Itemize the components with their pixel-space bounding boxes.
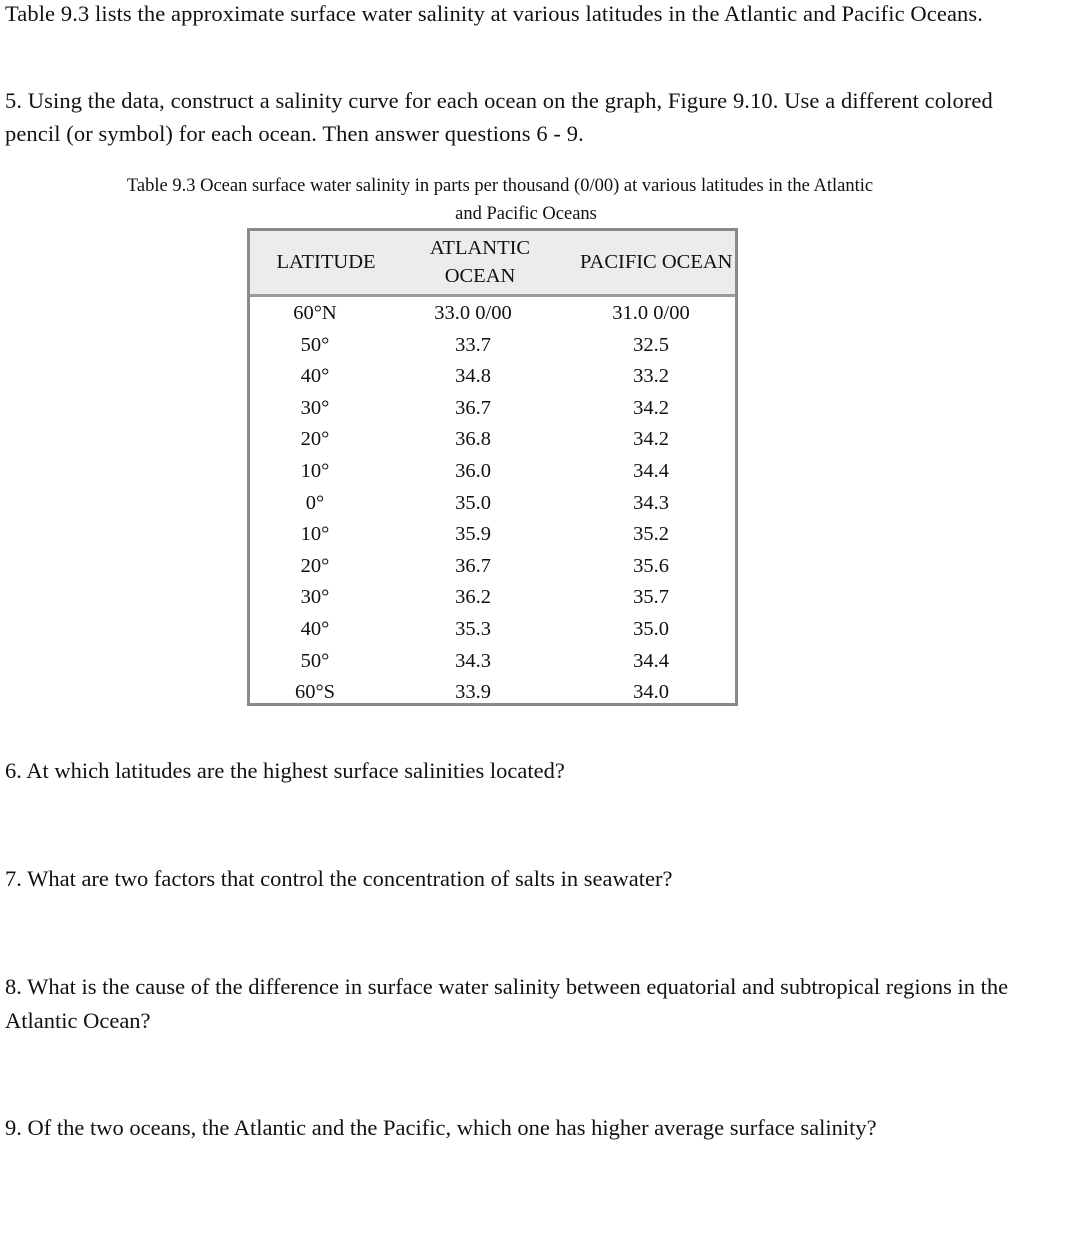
table-row <box>250 487 735 519</box>
header-atlantic <box>410 234 550 290</box>
cell-atlantic: 34.8 <box>455 365 491 388</box>
table-row <box>250 329 735 361</box>
table-caption-line2: and Pacific Oceans <box>455 204 597 224</box>
cell-pacific: 34.4 <box>633 459 669 482</box>
table-row <box>250 297 735 329</box>
cell-pacific: 35.6 <box>633 554 669 577</box>
cell-latitude: 50° <box>300 649 330 672</box>
question-8: 8. What is the cause of the difference in surface water salinity between equatorial and subtropical regions in the Atlantic Ocean? <box>5 974 1009 1033</box>
cell-pacific: 32.5 <box>633 333 669 356</box>
question-6: 6. At which latitudes are the highest surface salinities located? <box>5 758 565 783</box>
cell-pacific: 34.3 <box>633 491 669 514</box>
cell-atlantic: 35.0 <box>455 491 491 514</box>
table-row <box>250 360 735 392</box>
cell-pacific: 35.2 <box>633 523 669 546</box>
table-row <box>250 392 735 424</box>
cell-pacific: 35.7 <box>633 586 669 609</box>
table-row <box>250 423 735 455</box>
cell-atlantic: 33.7 <box>455 333 491 356</box>
cell-latitude: 10° <box>300 523 330 546</box>
cell-pacific: 34.4 <box>633 649 669 672</box>
cell-atlantic: 36.7 <box>455 554 491 577</box>
table-row <box>250 455 735 487</box>
table-body <box>250 297 735 708</box>
cell-latitude: 60°N <box>293 302 337 324</box>
table-header-row <box>250 231 735 297</box>
table-row <box>250 613 735 645</box>
intro-paragraph: Table 9.3 lists the approximate surface water salinity at various latitudes in the Atlantic and Pacific Oceans. <box>5 1 983 26</box>
cell-atlantic: 35.3 <box>455 617 491 640</box>
table-row <box>250 676 735 708</box>
cell-atlantic: 36.2 <box>455 586 491 609</box>
cell-latitude: 30° <box>300 396 330 419</box>
cell-pacific: 31.0 0/00 <box>612 302 690 324</box>
question-5: 5. Using the data, construct a salinity curve for each ocean on the graph, Figure 9.10. Use a different colored pencil (or symbol) for each ocean. Then answer questions 6 - 9. <box>5 88 993 146</box>
cell-pacific: 35.0 <box>633 617 669 640</box>
cell-latitude: 50° <box>300 333 330 356</box>
table-row <box>250 645 735 677</box>
table-row <box>250 550 735 582</box>
cell-pacific: 34.2 <box>633 428 669 451</box>
cell-latitude: 40° <box>300 365 330 388</box>
table-caption-line1: Table 9.3 Ocean surface water salinity in parts per thousand (0/00) at various latitudes in the Atlantic <box>126 176 874 196</box>
table-row <box>250 518 735 550</box>
cell-pacific: 34.0 <box>633 681 669 704</box>
cell-atlantic: 34.3 <box>455 649 491 672</box>
cell-latitude: 20° <box>300 554 330 577</box>
cell-latitude: 40° <box>300 617 330 640</box>
cell-latitude: 10° <box>300 459 330 482</box>
question-7: 7. What are two factors that control the concentration of salts in seawater? <box>5 866 673 891</box>
cell-atlantic: 36.8 <box>455 428 491 451</box>
cell-atlantic: 36.0 <box>455 459 491 482</box>
cell-latitude: 60°S <box>294 681 336 704</box>
cell-latitude: 30° <box>300 586 330 609</box>
table-row <box>250 581 735 613</box>
cell-atlantic: 36.7 <box>455 396 491 419</box>
cell-atlantic: 33.9 <box>455 681 491 704</box>
cell-atlantic: 35.9 <box>455 523 491 546</box>
header-atlantic-line2: OCEAN <box>444 265 516 287</box>
question-9: 9. Of the two oceans, the Atlantic and the Pacific, which one has higher average surface salinity? <box>5 1115 877 1140</box>
cell-latitude: 20° <box>300 428 330 451</box>
header-latitude: LATITUDE <box>276 251 376 273</box>
header-atlantic-line1: ATLANTIC <box>429 237 531 259</box>
cell-latitude: 0° <box>305 491 325 514</box>
salinity-table <box>247 228 738 706</box>
header-pacific: PACIFIC OCEAN <box>580 251 733 273</box>
cell-pacific: 34.2 <box>633 396 669 419</box>
cell-pacific: 33.2 <box>633 365 669 388</box>
cell-atlantic: 33.0 0/00 <box>434 302 512 324</box>
